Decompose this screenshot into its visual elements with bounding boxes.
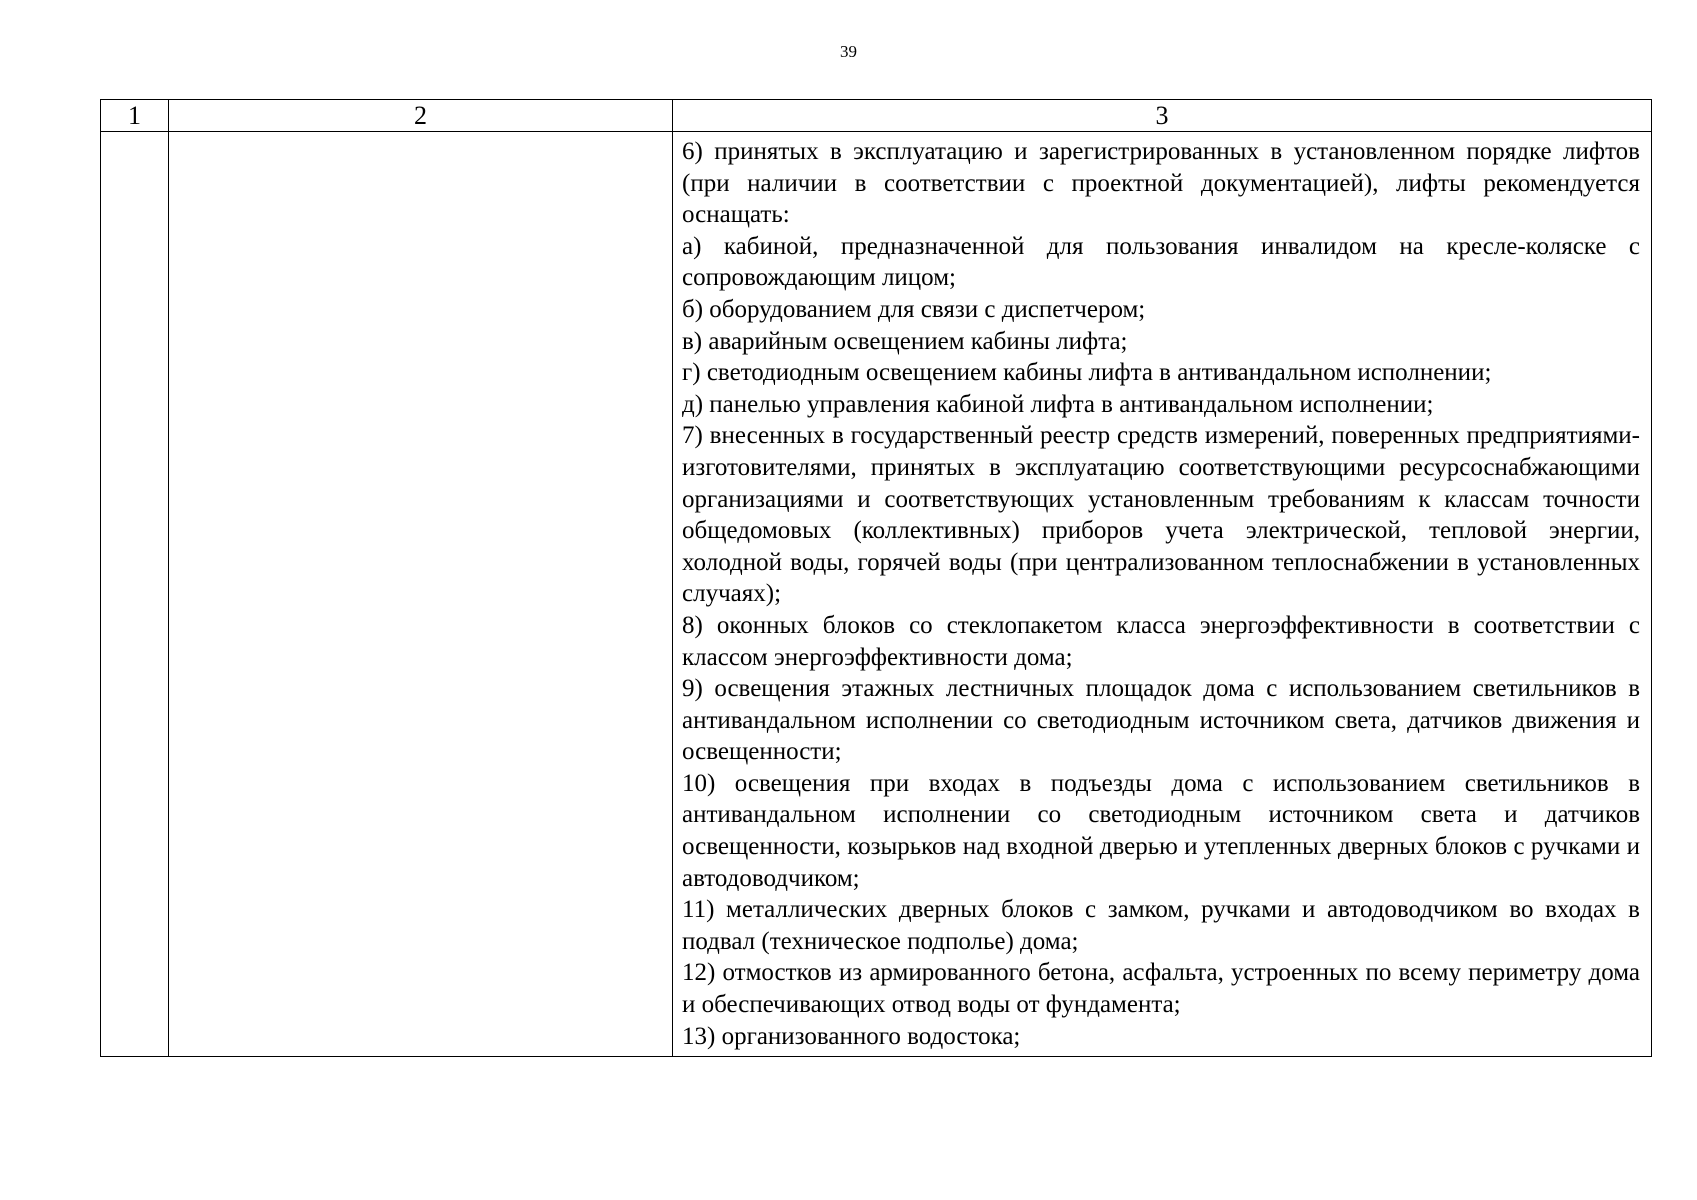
table-row — [101, 132, 1652, 1057]
paragraph-item-6d: д) панелью управления кабиной лифта в антивандальном исполнении; — [682, 390, 1434, 418]
cell-col-3 — [673, 132, 1652, 1057]
paragraph-item-10: 10) освещения при входах в подъезды дома с использованием светильников в антивандальном исполнении со светодиодным источником света и датчиков освещенности, козырьков над входной дверью и утепленных дверных блоков с ручками и автодоводчиком; — [682, 769, 1640, 892]
cell-col-1 — [101, 132, 169, 1057]
column-header-3: 3 — [673, 100, 1652, 132]
paragraph-item-6a: а) кабиной, предназначенной для пользования инвалидом на кресле-коляске с сопровождающим лицом; — [682, 232, 1640, 292]
paragraph-item-6g: г) светодиодным освещением кабины лифта в антивандальном исполнении; — [682, 359, 1492, 387]
document-table — [100, 99, 1652, 1057]
paragraph-item-6v: в) аварийным освещением кабины лифта; — [682, 327, 1128, 355]
column-header-2: 2 — [169, 100, 673, 132]
column-header-1: 1 — [101, 100, 169, 132]
paragraph-item-8: 8) оконных блоков со стеклопакетом класса энергоэффективности в соответствии с классом энергоэффективности дома; — [682, 611, 1640, 671]
paragraph-item-6b: б) оборудованием для связи с диспетчером; — [682, 295, 1146, 323]
paragraph-item-9: 9) освещения этажных лестничных площадок дома с использованием светильников в антивандальном исполнении со светодиодным источником света, датчиков движения и освещенности; — [682, 675, 1640, 766]
page-number: 39 — [840, 42, 857, 61]
table-header-row — [101, 100, 1652, 132]
paragraph-item-6: 6) принятых в эксплуатацию и зарегистрированных в установленном порядке лифтов (при наличии в соответствии с проектной документацией), лифты рекомендуется оснащать: — [682, 138, 1640, 229]
paragraph-item-7: 7) внесенных в государственный реестр средств измерений, поверенных предприятиями-изготовителями, принятых в эксплуатацию соответствующими ресурсоснабжающими организациями и соответствующих установленным требованиям к классам точности общедомовых (коллективных) приборов учета электрической, тепловой энергии, холодной воды, горячей воды (при централизованном теплоснабжении в установленных случаях); — [682, 422, 1640, 608]
paragraph-item-12: 12) отмостков из армированного бетона, асфальта, устроенных по всему периметру дома и обеспечивающих отвод воды от фундамента; — [682, 959, 1640, 1019]
cell-col-2 — [169, 132, 673, 1057]
paragraph-item-13: 13) организованного водостока; — [682, 1022, 1021, 1050]
paragraph-item-11: 11) металлических дверных блоков с замком, ручками и автодоводчиком во входах в подвал (техническое подполье) дома; — [682, 896, 1640, 955]
